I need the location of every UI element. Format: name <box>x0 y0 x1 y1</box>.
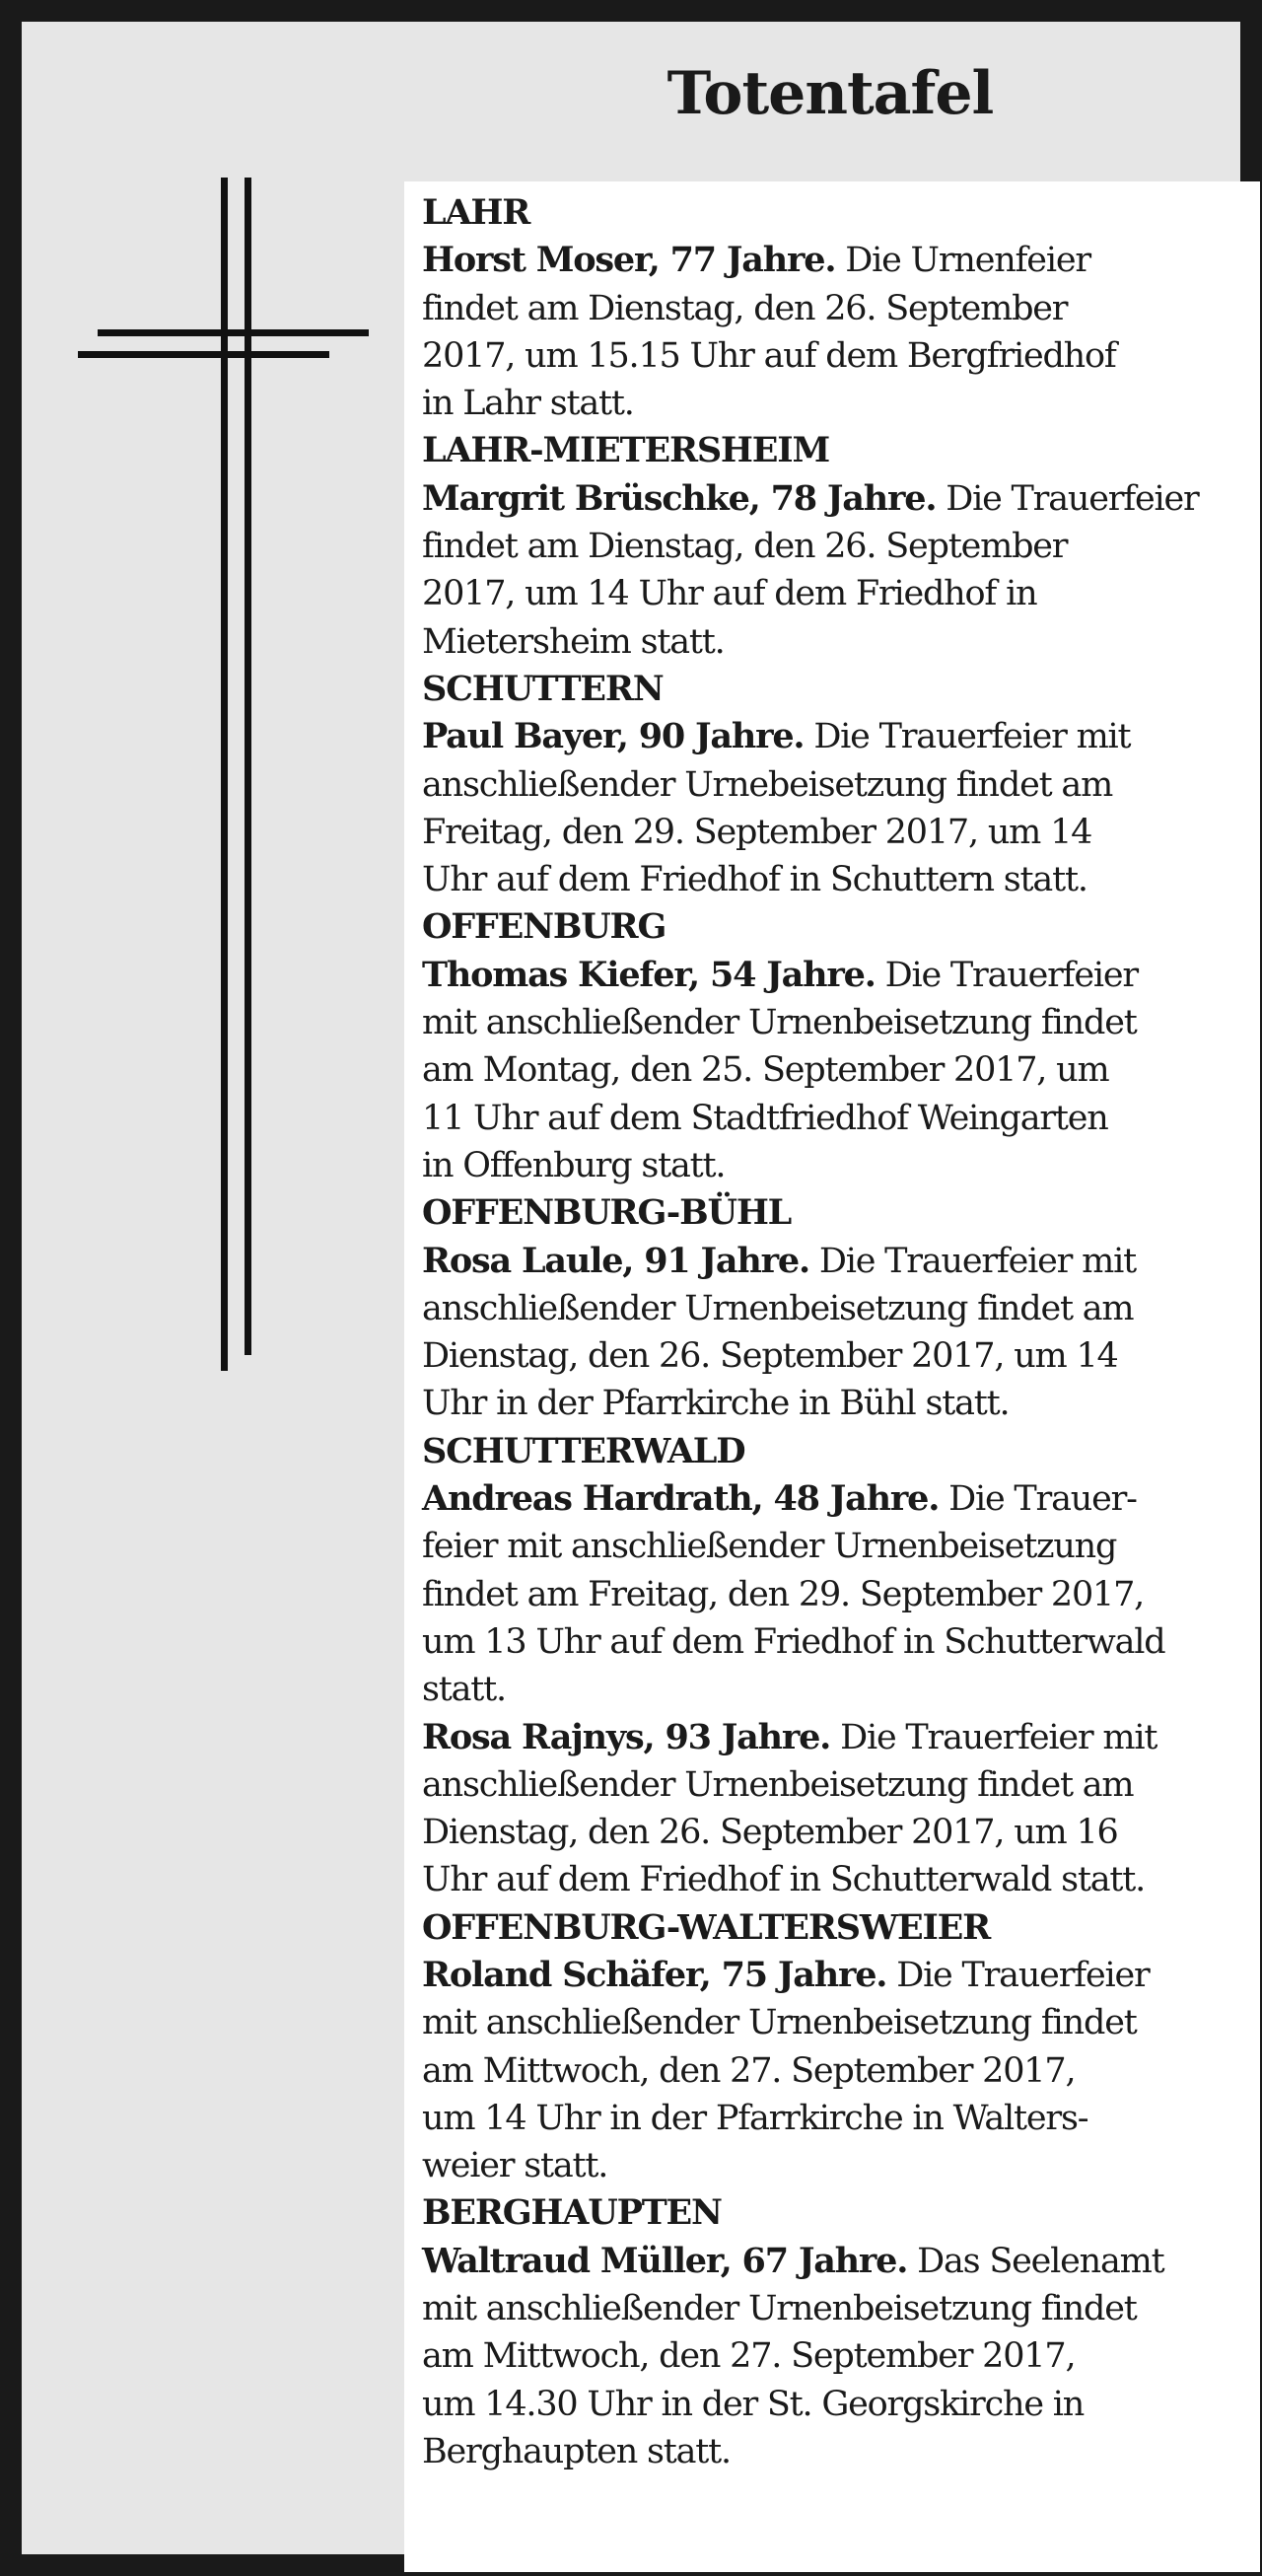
deceased-name-age: Rosa Laule, 91 Jahre. <box>422 1240 809 1281</box>
obituary-entry-first-line <box>422 952 1230 999</box>
obituary-text-line <box>422 1142 1230 1189</box>
obituary-text-line <box>422 618 1230 666</box>
obituary-text-line <box>422 1523 1230 1570</box>
service-details: mit anschließender Urnenbeisetzung findet <box>422 2289 1137 2329</box>
deceased-name-age: Rosa Rajnys, 93 Jahre. <box>422 1716 831 1757</box>
service-details: um 13 Uhr auf dem Friedhof in Schutterwald <box>422 1621 1165 1662</box>
service-details: Die Trauerfeier mit <box>808 1241 1136 1281</box>
service-details: Die Trauerfeier mit <box>804 717 1131 757</box>
obituary-text-line <box>422 1761 1230 1809</box>
service-details: Die Trauerfeier <box>886 1955 1150 1995</box>
obituary-text-line <box>422 1809 1230 1856</box>
service-details: Dienstag, den 26. September 2017, um 16 <box>422 1813 1118 1853</box>
service-details: 2017, um 14 Uhr auf dem Friedhof in <box>422 574 1037 614</box>
obituary-entry-first-line <box>422 1714 1230 1761</box>
obituary-text-line <box>422 1666 1230 1713</box>
obituary-text-line <box>422 2381 1230 2428</box>
obituary-text-line <box>422 1095 1230 1142</box>
service-details: Dienstag, den 26. September 2017, um 14 <box>422 1336 1118 1377</box>
location-heading: BERGHAUPTEN <box>422 2192 722 2234</box>
service-details: mit anschließender Urnenbeisetzung findet <box>422 1003 1137 1043</box>
obituary-text-line <box>422 332 1230 380</box>
service-details: Mietersheim statt. <box>422 621 725 662</box>
obituary-text-line <box>422 809 1230 856</box>
service-details: weier statt. <box>422 2146 608 2186</box>
obituary-text-line <box>422 2095 1230 2142</box>
service-details: Die Trauer- <box>939 1479 1137 1520</box>
obituary-text-line <box>422 380 1230 427</box>
obituary-entry-first-line <box>422 2238 1230 2285</box>
obituary-text-line <box>422 285 1230 332</box>
location-heading: OFFENBURG-BÜHL <box>422 1192 792 1234</box>
obituary-text-line <box>422 2142 1230 2189</box>
service-details: mit anschließender Urnenbeisetzung findet <box>422 2003 1137 2043</box>
service-details: statt. <box>422 1670 506 1710</box>
obituary-entry-first-line <box>422 1475 1230 1523</box>
obituary-text-line <box>422 1571 1230 1618</box>
service-details: Die Trauerfeier <box>875 955 1138 995</box>
location-heading: LAHR <box>422 192 530 233</box>
service-details: Berghaupten statt. <box>422 2431 731 2471</box>
service-details: Die Trauerfeier mit <box>830 1717 1157 1757</box>
obituary-text-line <box>422 2428 1230 2475</box>
location-heading: OFFENBURG-WALTERSWEIER <box>422 1906 990 1948</box>
service-details: Uhr auf dem Friedhof in Schutterwald statt. <box>422 1860 1146 1900</box>
cross-icon <box>73 178 369 1391</box>
service-details: 11 Uhr auf dem Stadtfriedhof Weingarten <box>422 1098 1108 1138</box>
obituary-text-line <box>422 1999 1230 2046</box>
obituary-entry-first-line <box>422 237 1230 284</box>
service-details: am Mittwoch, den 27. September 2017, <box>422 2050 1076 2091</box>
location-heading: OFFENBURG <box>422 906 666 948</box>
deceased-name-age: Thomas Kiefer, 54 Jahre. <box>422 954 876 995</box>
service-details: anschließender Urnebeisetzung findet am <box>422 764 1113 805</box>
page-title: Totentafel <box>666 59 994 128</box>
obituary-text-line <box>422 1380 1230 1427</box>
obituary-list <box>422 189 1230 2475</box>
obituary-entry-first-line <box>422 475 1230 523</box>
obituary-text-line <box>422 1046 1230 1094</box>
service-details: Uhr in der Pfarrkirche in Bühl statt. <box>422 1384 1010 1424</box>
deceased-name-age: Horst Moser, 77 Jahre. <box>422 240 836 281</box>
service-details: anschließender Urnenbeisetzung findet am <box>422 1288 1134 1328</box>
location-heading: LAHR-MIETERSHEIM <box>422 430 829 471</box>
deceased-name-age: Andreas Hardrath, 48 Jahre. <box>422 1478 940 1520</box>
deceased-name-age: Roland Schäfer, 75 Jahre. <box>422 1954 887 1995</box>
service-details: Freitag, den 29. September 2017, um 14 <box>422 812 1092 852</box>
location-heading: SCHUTTERWALD <box>422 1430 745 1471</box>
deceased-name-age: Margrit Brüschke, 78 Jahre. <box>422 477 937 519</box>
obituary-text-line <box>422 856 1230 903</box>
service-details: anschließender Urnenbeisetzung findet am <box>422 1764 1134 1805</box>
location-heading: SCHUTTERN <box>422 668 664 709</box>
obituary-entry-first-line <box>422 713 1230 760</box>
service-details: am Mittwoch, den 27. September 2017, <box>422 2336 1076 2377</box>
obituary-text-line <box>422 1332 1230 1380</box>
obituary-entry-first-line <box>422 1238 1230 1285</box>
service-details: Das Seelenamt <box>907 2241 1164 2281</box>
obituary-text-line <box>422 523 1230 570</box>
obituary-text-line <box>422 2047 1230 2095</box>
obituary-text-line <box>422 1285 1230 1332</box>
deceased-name-age: Waltraud Müller, 67 Jahre. <box>422 2240 908 2281</box>
service-details: um 14.30 Uhr in der St. Georgskirche in <box>422 2384 1085 2424</box>
obituary-text-line <box>422 1618 1230 1666</box>
service-details: in Offenburg statt. <box>422 1145 726 1185</box>
service-details: Uhr auf dem Friedhof in Schuttern statt. <box>422 860 1087 900</box>
obituary-text-line <box>422 1856 1230 1903</box>
service-details: findet am Dienstag, den 26. September <box>422 527 1068 567</box>
service-details: findet am Freitag, den 29. September 2017, <box>422 1574 1145 1614</box>
deceased-name-age: Paul Bayer, 90 Jahre. <box>422 716 805 757</box>
service-details: feier mit anschließender Urnenbeisetzung <box>422 1527 1117 1567</box>
obituary-text-line <box>422 761 1230 809</box>
service-details: Die Urnenfeier <box>835 241 1090 281</box>
obituary-entry-first-line <box>422 1952 1230 1999</box>
obituary-text-line <box>422 2332 1230 2380</box>
obituary-text-line <box>422 570 1230 617</box>
service-details: 2017, um 15.15 Uhr auf dem Bergfriedhof <box>422 335 1116 376</box>
service-details: um 14 Uhr in der Pfarrkirche in Walters- <box>422 2098 1088 2138</box>
obituary-text-line <box>422 2285 1230 2332</box>
service-details: in Lahr statt. <box>422 384 634 424</box>
service-details: am Montag, den 25. September 2017, um <box>422 1050 1109 1091</box>
service-details: Die Trauerfeier <box>936 478 1199 519</box>
obituary-text-line <box>422 999 1230 1046</box>
service-details: findet am Dienstag, den 26. September <box>422 288 1068 328</box>
